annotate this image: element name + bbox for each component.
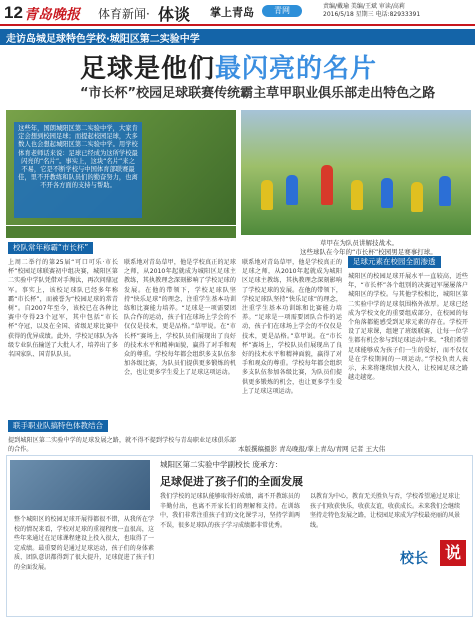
- app-logo-text: 掌上青岛: [210, 6, 254, 19]
- photo-caption-1: 草甲在为队员讲解技战术。: [320, 239, 398, 247]
- player-figure: [351, 180, 363, 210]
- section-title: 体谈: [158, 5, 191, 24]
- section-text-3: 城阳区的校园足球开展水平一直较高，近些年，“市长杯”各个组别的决赛冠军屡屡落户城阳区的学校。与其他学校相比，城阳区第二实验中学的足球氛围格外浓厚。足球已经成为学校文化的重要组成部分，在校园的每个角落都能感受到足球元素的存在。学校开设了足球课，组建了班级联赛，让每一位学生都有机会参与到足球运动中来。“我们希望足球能够成为孩子们一生的爱好，而不仅仅是在学校期间的一项运动。”学校负责人表示，未来将继续加大投入，让校园足球之路越走越宽。: [348, 273, 468, 382]
- banner-text: 走访岛城足球特色学校·城阳区第二实验中学: [6, 34, 200, 45]
- photo-field-strip: [6, 226, 236, 238]
- section-text-1: 上周二举行的第25届“可口可乐·市长杯”校园足球联赛初中组决赛，城阳区第二实验中学队凭借对手淘汰，再次问鼎冠军。事实上，该校足球队已经多年称霸“市长杯”，而被誉为“校园足球的常青树”。自2007年至今，该校已在各种比赛中夺得23个冠军，其中包括“市长杯”夺冠，以及在全国、省级足球比赛中获得的优异成绩。此外，学校足球队为各级专业队伍输送了大批人才，培养出了多名国家队、国青队队员。: [8, 259, 118, 359]
- editor-line-2: 2016/5/18 星期三 电话:82933391: [323, 11, 421, 18]
- principal-photo: [10, 460, 150, 510]
- interview-col-2: 我们学校的足球队能够取得好成绩，离不开教练员的辛勤付出，也离不开家长们的理解和支持。在训练中，我们非常注重孩子们的文化课学习，坚持学训两不误，很多足球队的孩子学习成绩都非常优秀。: [160, 493, 300, 529]
- interview-title: 足球促进了孩子们的全面发展: [160, 475, 303, 488]
- interview-col-3: 以教育为中心，教育无关胜负与否，学校希望通过足球让孩子们收获快乐，收获友谊，收获成长。未来我们会继续坚持走特色发展之路，让校园足球成为学校最亮丽的风景线。: [310, 493, 460, 529]
- page-number: 12: [4, 3, 23, 22]
- player-figure: [261, 180, 273, 210]
- photo-coach-team: [241, 110, 471, 235]
- editor-line-1: 责编/戴瑜 美编/王斌 审读/高莉: [323, 3, 405, 10]
- section-heading-2: 联手职业队搞特色体教结合: [8, 420, 108, 432]
- interview-kicker: 城阳区第二实验中学副校长 庞承方：: [160, 460, 283, 469]
- header-rule: [0, 24, 475, 26]
- section-heading-3: 足球元素在校园全面渗透: [348, 256, 441, 268]
- intro-overlay-text: 这些年，国朗城阳区第二实验中学，大家肯定会想到校园足球；而提起校园足球，大多数人也会想起城阳区第二实验中学。用学校体育老师话来说：足球已经成为这所学校最闪亮的“名片”。事实上，这块“名片”来之不易，它是不断学校与中国体育部联赛最佳，里不开教练和队员们的勤奋努力，也离不开各方面的支持与帮助。: [18, 125, 138, 190]
- section-name: 体育新闻·: [98, 7, 150, 21]
- photo-caption-2: 这些球队在今年的“市长杯”校园男足赛事打球。: [300, 248, 437, 256]
- middle-text: 联系地对青岛草甲，他是学校真正的足球之师，从2010年起就成为城阳区足球主教练，其执教理念深刻影响了学校足球的发展。在他的带领下，学校足球队坚持“快乐足球”的理念，注重学生基本功训练和比赛能力培养。“足球是一项需要团队合作的运动，孩子们在球场上学会的不仅仅是技术，更是品格。”草甲说。在“市长杯”赛场上，学校队员们展现出了良好的技术水平和精神面貌，赢得了对手和观众的尊重。学校每年都会组织多支队伍参加各级比赛，为队员们提供更多锻炼的机会，也让更多学生爱上了足球这项运动。: [124, 259, 236, 377]
- section-heading-1: 校队常年称霸“市长杯”: [8, 242, 93, 254]
- web-logo: 青网: [262, 5, 302, 17]
- subheadline: “市长杯”校园足球联赛传统霸主草甲职业俱乐部走出特色之路: [80, 86, 436, 101]
- headline-highlight: 最闪亮的名片: [215, 54, 378, 84]
- headline: [80, 48, 377, 85]
- player-figure: [411, 182, 423, 212]
- badge-small: 校长: [400, 551, 428, 567]
- middle-text-2: 联系地对青岛草甲，他是学校真正的足球之师，从2010年起就成为城阳区足球主教练，其执教理念深刻影响了学校足球的发展。在他的带领下，学校足球队坚持“快乐足球”的理念，注重学生基本功训练和比赛能力培养。“足球是一项需要团队合作的运动，孩子们在球场上学会的不仅仅是技术，更是品格。”草甲说。在“市长杯”赛场上，学校队员们展现出了良好的技术水平和精神面貌，赢得了对手和观众的尊重。学校每年都会组织多支队伍参加各级比赛，为队员们提供更多锻炼的机会，也让更多学生爱上了足球这项运动。: [242, 259, 342, 395]
- byline: 本版撰稿摄影 青岛晚报/掌上青岛/青网 记者 王大伟: [238, 445, 386, 453]
- player-figure: [439, 176, 451, 206]
- interview-col-1: 整个城阳区的校园足球开展得都很不错，从我所在学校的情况来看，学校对足球的重视程度一直很高，这些年来通过在足球课程建设上投入很大，也取得了一定成绩。最重要的是通过足球运动，孩子们的身体素质、团队意识都得到了很大提升，足球促进了孩子们的全面发展。: [14, 516, 154, 571]
- player-figure: [286, 175, 298, 205]
- editor-info: [323, 3, 471, 19]
- app-logo: [210, 4, 254, 20]
- player-figure: [381, 178, 393, 208]
- newspaper-name: 青岛晚报: [24, 7, 80, 23]
- badge-big: 说: [440, 540, 466, 566]
- headline-part-1: 足球是他们: [80, 54, 216, 84]
- section-text-2: 提到城阳区第二实验中学的足球发展之路，就不得不提到学校与青岛职业足球俱乐部的合作。: [8, 437, 236, 454]
- coach-figure: [321, 165, 333, 205]
